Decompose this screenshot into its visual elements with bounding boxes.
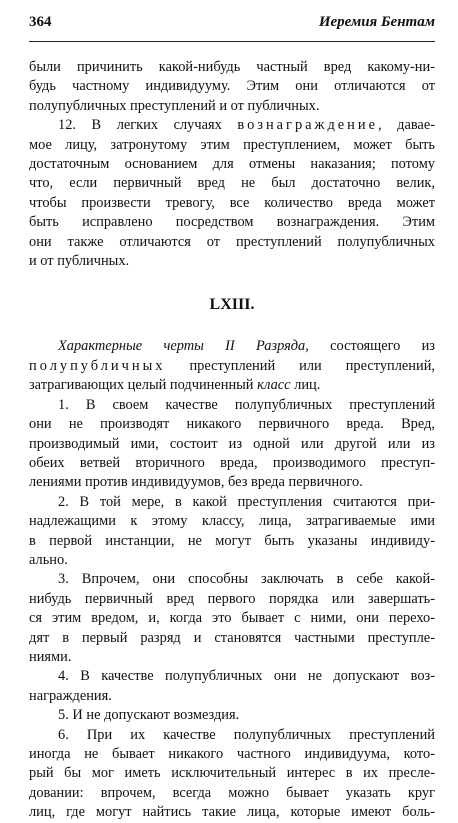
text-line: мое лицу, затронутому этим преступлением, может быть — [29, 136, 435, 153]
page-number: 364 — [29, 14, 52, 30]
paragraph-continuation — [29, 58, 435, 116]
text-line: лениями против индивидуумов, без вреда первичного. — [29, 474, 363, 491]
paragraph-12 — [29, 116, 435, 271]
text-line: 2. В той мере, в какой преступления считаются при- — [58, 493, 435, 510]
text-line: ся этим вредом, и, когда это бывает с ними, они перехо- — [29, 610, 435, 627]
spaced-term: полупубличных — [29, 357, 166, 374]
section-intro — [29, 337, 435, 395]
text-line: что, если первичный вред не был достаточно велик, — [29, 175, 435, 192]
text-line — [29, 337, 435, 356]
text-line — [29, 357, 435, 376]
text-line: были причинить какой-нибудь частный вред какому-ни- — [29, 59, 435, 75]
text-line: 6. При их качестве полупубличных преступлений — [58, 726, 435, 743]
text-line: и от публичных. — [29, 253, 130, 270]
text-line: ально. — [29, 551, 68, 568]
list-item-5 — [29, 706, 435, 725]
text-line: награждения. — [29, 687, 112, 704]
text-line — [29, 376, 435, 395]
text-run: лиц. — [290, 377, 321, 394]
text-line: довании: впрочем, всегда можно бывает указать круг — [29, 784, 435, 801]
spaced-term: вознаграждение — [237, 117, 378, 134]
text-line: 4. В качестве полупубличных они не допускают воз- — [58, 668, 435, 685]
text-run: 12. В легких случаях — [58, 117, 238, 134]
text-line: производимый ими, состоит из одной или другой или из — [29, 435, 435, 452]
text-line: чтобы произвести тревогу, все количество вреда может — [29, 194, 435, 211]
text-line: нибудь первичный вред первого порядка или завершать- — [29, 590, 435, 607]
header-rule — [29, 41, 435, 42]
list-item-3 — [29, 570, 435, 667]
text-line: быть исправлено посредством вознаграждения. Этим — [29, 214, 435, 231]
text-line: 1. В своем качестве полупубличных преступлений — [58, 396, 435, 413]
text-line: достаточным основанием для отмены наказания; потому — [29, 156, 435, 173]
section-heading: LXIII. — [209, 296, 255, 314]
page-header — [29, 12, 435, 34]
list-item-6 — [29, 726, 435, 823]
text-line: они также отличаются от преступлений полупубличных — [29, 233, 435, 250]
text-line: полупубличных преступлений и от публичных. — [29, 97, 320, 114]
page-body — [29, 58, 435, 823]
italic-run: класс — [257, 377, 291, 394]
text-line: дят в первый разряд и становятся частными преступле- — [29, 629, 435, 646]
list-item-4 — [29, 667, 435, 706]
text-line: 3. Впрочем, они способны заключать в себе какой- — [58, 571, 435, 588]
italic-run: Характерные черты II Разряда — [58, 338, 306, 355]
text-run: преступлений или преступлений, — [165, 357, 435, 374]
text-line — [29, 116, 435, 135]
text-line: лиц, где могут найтись такие лица, которые имеют боль- — [29, 804, 435, 821]
list-item-2 — [29, 493, 435, 571]
text-line: в первой инстанции, не могут быть указаны индивиду- — [29, 532, 435, 549]
text-line: надлежащими к этому классу, лица, затрагиваемые ими — [29, 513, 435, 530]
text-run: , состоящего из — [305, 338, 435, 355]
text-run: затрагивающих целый подчиненный — [29, 377, 258, 394]
list-item-1 — [29, 396, 435, 493]
text-line: рый бы мог иметь исключительный интерес в их пресле- — [29, 765, 435, 782]
text-line: будь частному индивидууму. Этим они отличаются от — [29, 78, 435, 95]
text-run: , давае- — [377, 117, 435, 134]
text-line: они не производят никакого первичного вреда. Вред, — [29, 416, 435, 433]
text-line: 5. И не допускают возмездия. — [58, 707, 240, 724]
text-line: иногда не бывает никакого частного индивидуума, кото- — [29, 746, 435, 762]
text-line: ниями. — [29, 648, 72, 665]
running-head: Иеремия Бентам — [318, 14, 435, 30]
text-line: обеих ветвей вторичного вреда, производимого преступ- — [29, 454, 435, 471]
